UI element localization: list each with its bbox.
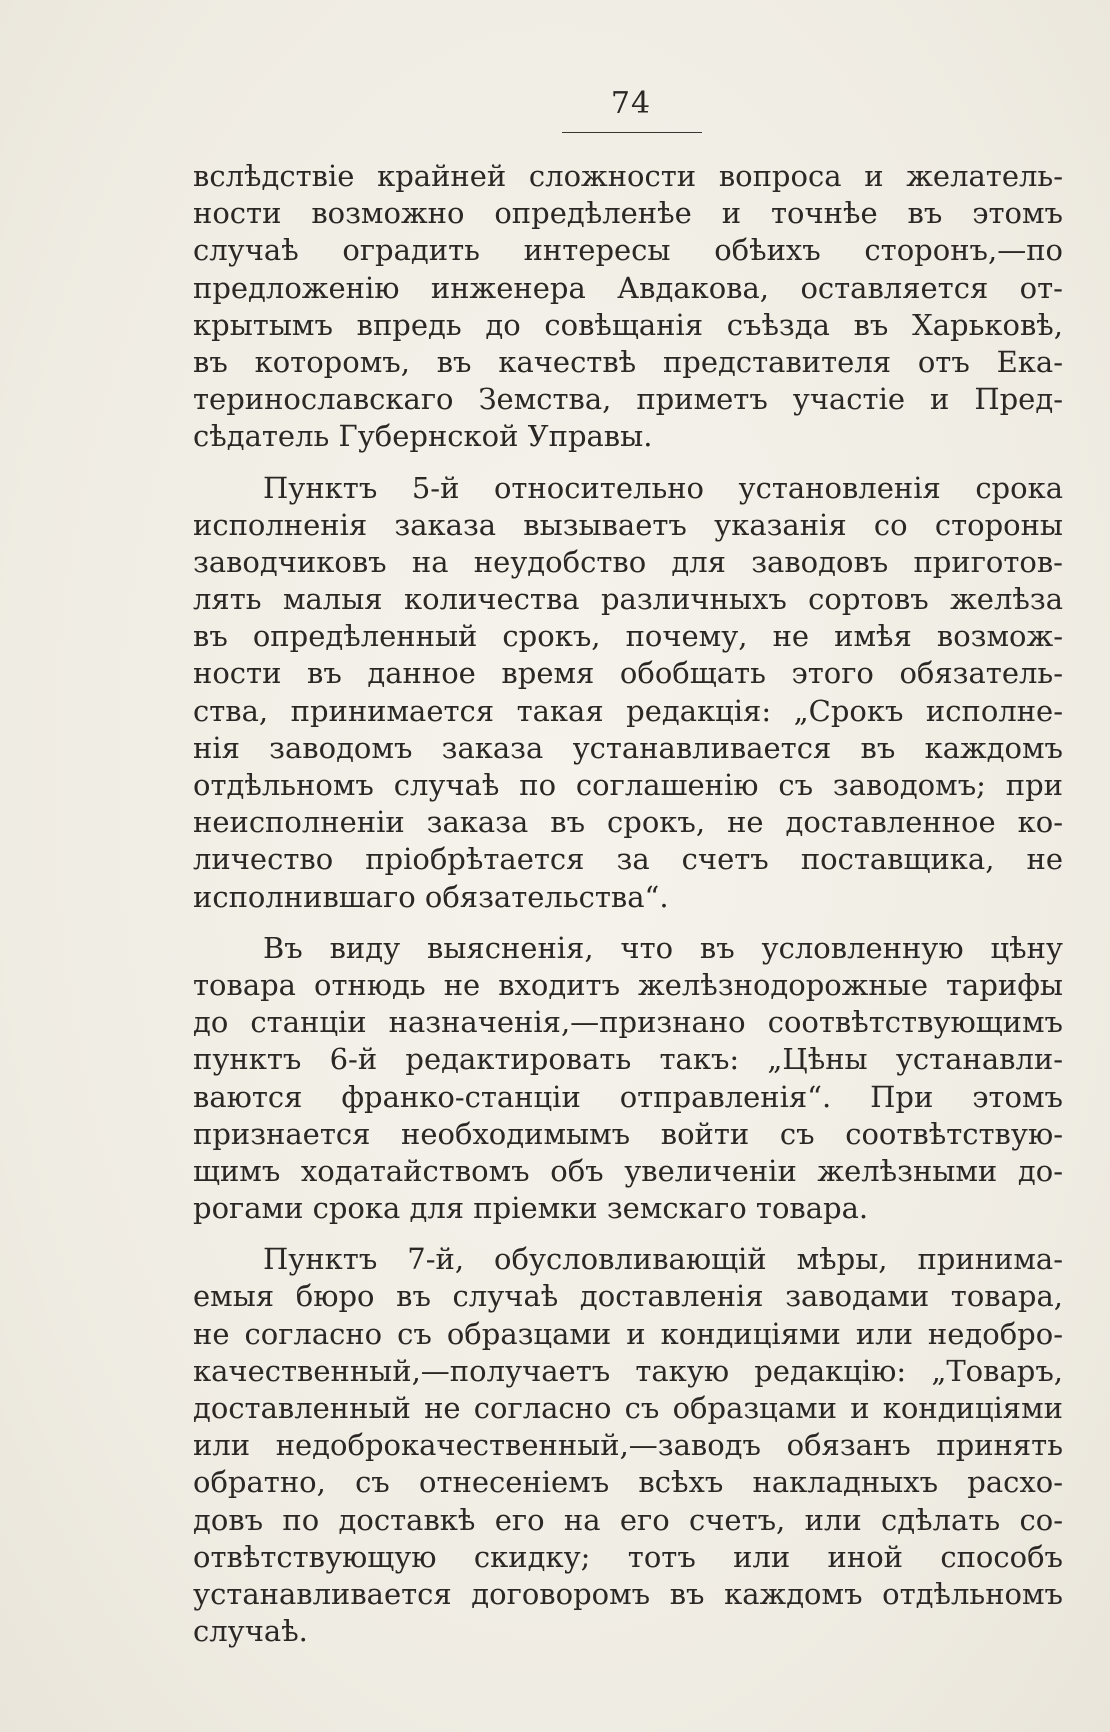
text-line: товара отнюдь не входитъ желѣзнодорожные тарифы bbox=[193, 967, 1063, 1002]
text-line: предложенію инженера Авдакова, оставляется от- bbox=[193, 270, 1063, 305]
page-body bbox=[193, 158, 1063, 1650]
paragraph-item-6 bbox=[193, 930, 1063, 1228]
text-line: доставленный не согласно съ образцами и кондиціями bbox=[193, 1391, 1063, 1425]
text-line: не согласно съ образцами и кондиціями или недобро- bbox=[193, 1316, 1063, 1351]
text-line: довъ по доставкѣ его на его счетъ, или сдѣлать со- bbox=[193, 1502, 1063, 1537]
page-number: 74 bbox=[610, 86, 652, 121]
text-line: случаѣ оградить интересы обѣихъ сторонъ,—по bbox=[193, 233, 1063, 268]
text-line: нія заводомъ заказа устанавливается въ каждомъ bbox=[193, 730, 1063, 765]
text-line: крытымъ впредь до совѣщанія съѣзда въ Харьковѣ, bbox=[193, 307, 1063, 342]
text-line: лять малыя количества различныхъ сортовъ желѣза bbox=[193, 582, 1063, 617]
text-line: рогами срока для пріемки земскаго товара. bbox=[193, 1191, 869, 1226]
text-line: или недоброкачественный,—заводъ обязанъ принять bbox=[193, 1428, 1063, 1463]
text-line: пунктъ 6-й редактировать такъ: „Цѣны устанавли- bbox=[193, 1042, 1063, 1077]
text-line: Въ виду выясненія, что въ условленную цѣну bbox=[263, 930, 1063, 965]
text-line: ности въ данное время обобщать этого обязатель- bbox=[193, 656, 1063, 691]
text-line: сѣдатель Губернской Управы. bbox=[193, 419, 653, 454]
text-line: заводчиковъ на неудобство для заводовъ приготов- bbox=[193, 544, 1063, 579]
header-rule bbox=[562, 132, 702, 133]
paragraph-item-5 bbox=[193, 470, 1063, 916]
text-line: ваются франко-станціи отправленія“. При этомъ bbox=[193, 1079, 1063, 1114]
text-line: личество пріобрѣтается за счетъ поставщика, не bbox=[193, 842, 1063, 877]
paragraph-continuation bbox=[193, 158, 1063, 456]
text-line: теринославскаго Земства, приметъ участіе и Пред- bbox=[193, 382, 1063, 417]
text-line: Пунктъ 5-й относительно установленія срока bbox=[263, 470, 1063, 505]
text-line: емыя бюро въ случаѣ доставленія заводами товара, bbox=[193, 1279, 1063, 1314]
text-line: ства, принимается такая редакція: „Срокъ исполне- bbox=[193, 693, 1063, 728]
text-line: обратно, съ отнесеніемъ всѣхъ накладныхъ расхо- bbox=[193, 1465, 1063, 1500]
text-line: качественный,—получаетъ такую редакцію: „Товаръ, bbox=[193, 1353, 1063, 1388]
text-line: въ которомъ, въ качествѣ представителя отъ Ека- bbox=[193, 344, 1063, 379]
text-line: ности возможно опредѣленѣе и точнѣе въ этомъ bbox=[193, 196, 1063, 231]
text-line: отдѣльномъ случаѣ по соглашенію съ заводомъ; при bbox=[193, 768, 1063, 802]
text-line: признается необходимымъ войти съ соотвѣтствую- bbox=[193, 1116, 1063, 1151]
text-line: Пунктъ 7-й, обусловливающій мѣры, принима- bbox=[263, 1242, 1063, 1277]
text-line: въ опредѣленный срокъ, почему, не имѣя возмож- bbox=[193, 619, 1063, 654]
text-line: до станціи назначенія,—признано соотвѣтствующимъ bbox=[193, 1005, 1063, 1040]
text-line: случаѣ. bbox=[193, 1614, 308, 1649]
text-line: отвѣтствующую скидку; тотъ или иной способъ bbox=[193, 1539, 1063, 1574]
paragraph-item-7 bbox=[193, 1241, 1063, 1650]
text-line: неисполненіи заказа въ срокъ, не доставленное ко- bbox=[193, 805, 1063, 840]
text-line: вслѣдствіе крайней сложности вопроса и желатель- bbox=[193, 159, 1063, 193]
text-line: щимъ ходатайствомъ объ увеличеніи желѣзными до- bbox=[193, 1153, 1063, 1188]
text-line: исполнившаго обязательства“. bbox=[193, 879, 669, 914]
text-line: исполненія заказа вызываетъ указанія со стороны bbox=[193, 507, 1063, 542]
text-line: устанавливается договоромъ въ каждомъ отдѣльномъ bbox=[193, 1576, 1063, 1611]
